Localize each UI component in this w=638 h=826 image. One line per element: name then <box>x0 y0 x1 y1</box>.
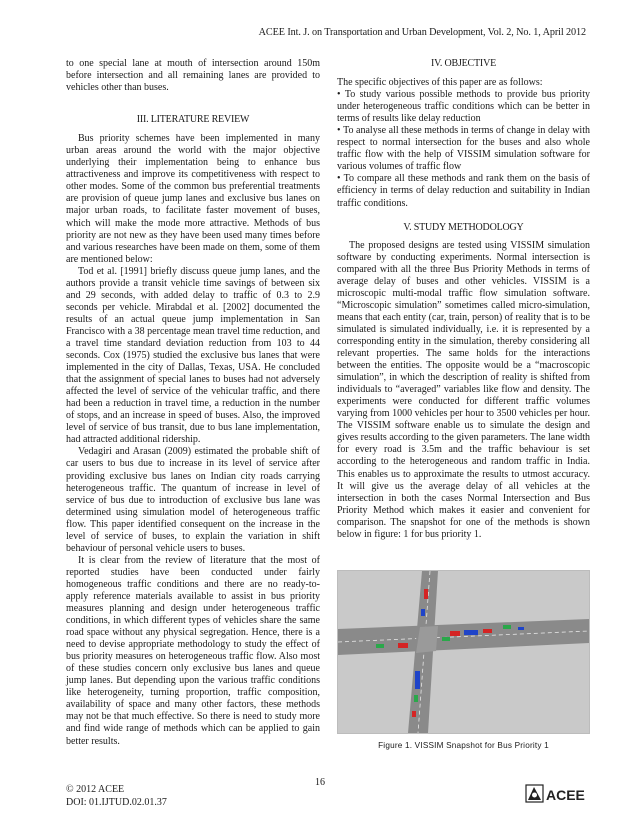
figure-caption: Figure 1. VISSIM Snapshot for Bus Priority 1 <box>378 741 549 750</box>
running-header: ACEE Int. J. on Transportation and Urban Development, Vol. 2, No. 1, April 2012 <box>258 27 586 38</box>
paragraph-intro: to one special lane at mouth of intersection around 150m before intersection and all remaining lanes are provided to vehicles other than buses. <box>66 58 320 94</box>
heading-study-methodology: V. STUDY METHODOLOGY <box>403 221 524 233</box>
acee-logo <box>525 783 595 805</box>
vehicle-car <box>442 637 450 641</box>
doi: DOI: 01.IJTUD.02.01.37 <box>66 797 167 808</box>
objective-intro: The specific objectives of this paper are as follows: <box>337 77 543 89</box>
page-number: 16 <box>315 777 325 788</box>
vehicle-car <box>424 589 428 599</box>
paragraph-lit-2: Tod et al. [1991] briefly discuss queue jump lanes, and the authors provide a transit vehicle time savings of between six and 29 seconds, with added delay to traffic of 0.3 to 2.9 seconds per vehicle. Mirabdal et al. [2002] documented the results of an actual queue jump implementation in San Francisco with a 38 percentage mean travel time reduction, and a travel time standard deviation reduction from 103 to 44 seconds. Cox (1975) studied the exclusive bus lanes that were implemented in the city of Dallas, Texas, USA. He concluded that the assignment of special lanes to buses had not adversely affected the level of service of the vehicular traffic, and there had been a reduction in travel time, a reduction in the number of stops, and an increase in speed of buses. Also, the improved level of service of bus transit, due to bus lane implementation, had attracted additional ridership. <box>66 265 320 446</box>
vehicle-car <box>412 711 416 717</box>
vehicle-car <box>421 609 425 616</box>
vehicle-car <box>414 695 418 702</box>
heading-objective: IV. OBJECTIVE <box>431 58 496 69</box>
vissim-snapshot-figure <box>337 570 590 734</box>
right-column <box>337 58 590 541</box>
intersection-diagram <box>338 571 589 733</box>
copyright: © 2012 ACEE <box>66 784 125 795</box>
vehicle-car <box>398 643 408 648</box>
acee-logo-icon <box>525 783 595 805</box>
objective-item: • To compare all these methods and rank them on the basis of efficiency in terms of delay reduction and suitability in Indian traffic conditions. <box>337 173 590 209</box>
vehicle-car <box>450 631 460 636</box>
horizontal-road <box>338 619 589 655</box>
vehicle-car <box>376 644 384 648</box>
vehicle-car <box>483 629 492 633</box>
objective-item: • To analyse all these methods in terms of change in delay with respect to normal intersection for the buses and also whole traffic flow with the help of VISSIM simulation software for various volumes of traffic flow <box>337 125 590 173</box>
footer-info <box>66 783 167 809</box>
vehicle-bus <box>415 671 420 689</box>
objective-item: • To study various possible methods to provide bus priority under heterogeneous traffic conditions which can be better in terms of results like delay reduction <box>337 89 590 125</box>
paragraph-lit-3: Vedagiri and Arasan (2009) estimated the probable shift of car users to bus due to increase in its level of service after providing exclusive bus lanes on Indian city roads carrying heterogeneous traffic. The quantum of increase in level of service of bus due to introduction of exclusive bus lane was determined using simulation model of heterogeneous traffic flow. This paper identified consequent on the increase in the level of service of buses, to explain the variation in shift behaviour of personal vehicle users to buses. <box>66 446 320 554</box>
vehicle-bus <box>464 630 478 635</box>
paragraph-lit-1: Bus priority schemes have been implemented in many urban areas around the world with the major objective underlying their implementation being to enhance bus attractiveness and improve its competitiveness with respect to other modes. Some of the common bus preferential treatments are provision of queue jump lanes and exclusive bus lanes on major urban roads, to facilitate faster movement of buses, which will make the mode more attractive. Methods of bus priority are not new as they have been used many times before and various researches have been made on them, some of them are mentioned below: <box>66 133 320 265</box>
vehicle-car <box>503 625 511 629</box>
heading-literature-review: III. LITERATURE REVIEW <box>136 114 250 126</box>
paragraph-methodology: The proposed designs are tested using VISSIM simulation software by conducting experiments. Normal intersection is compared with all the three Bus Priority Methods in terms of average delay of buses and other vehicles. VISSIM is a microscopic multi-modal traffic flow simulation software. “Microscopic simulation” sometimes called micro-simulation, means that each entity (car, train, person) of reality that is to be simulated is simulated individually, i.e. it is represented by a corresponding entity in the simulation, thereby considering all relevant properties. The same holds for the interactions between the entities. The opposite would be a “macroscopic simulation”, in which the description of reality is shifted from individuals to “averaged” variables like flow and density. The experiments were conducted for different traffic volumes varying from 1000 vehicles per hour to 3500 vehicles per hour. The VISSIM software enable us to simulate the design and gives results according to the given parameters. The lane width for every road is 3.5m and the traffic behaviour is set according to the heterogeneous and random traffic in India. This enables us to approximate the results to utmost accuracy. It will give us the average delay of all vehicles at the intersection in both the cases Normal Intersection and Bus Priority Method which makes it easier and convenient for comparison. The snapshot for one of the methods is shown below in figure: 1 for bus priority 1. <box>337 239 590 540</box>
left-column <box>66 58 320 748</box>
vehicle-car <box>518 627 524 630</box>
paragraph-lit-4: It is clear from the review of literature that the most of reported studies have been conducted under fairly homogeneous traffic conditions and there are no ready-to-apply reference materials available to assist in bus priority measures planning and design under heterogeneous traffic conditions, in which different types of vehicles share the same road space without any physical segregation. Hence, there is a need to devise appropriate methodology to study the effect of bus priority measures on heterogeneous traffic flow. Also most of these studies concern only exclusive bus lanes and queue jump lanes. But depending upon the various traffic conditions like heterogeneity, turning proportion, traffic composition, availability of space and many other factors, these methods may not be that much effective. So there is need to study more and find wide range of methods which can be applied to gain better results. <box>66 554 320 747</box>
logo-wordmark: ACEE <box>546 787 585 803</box>
